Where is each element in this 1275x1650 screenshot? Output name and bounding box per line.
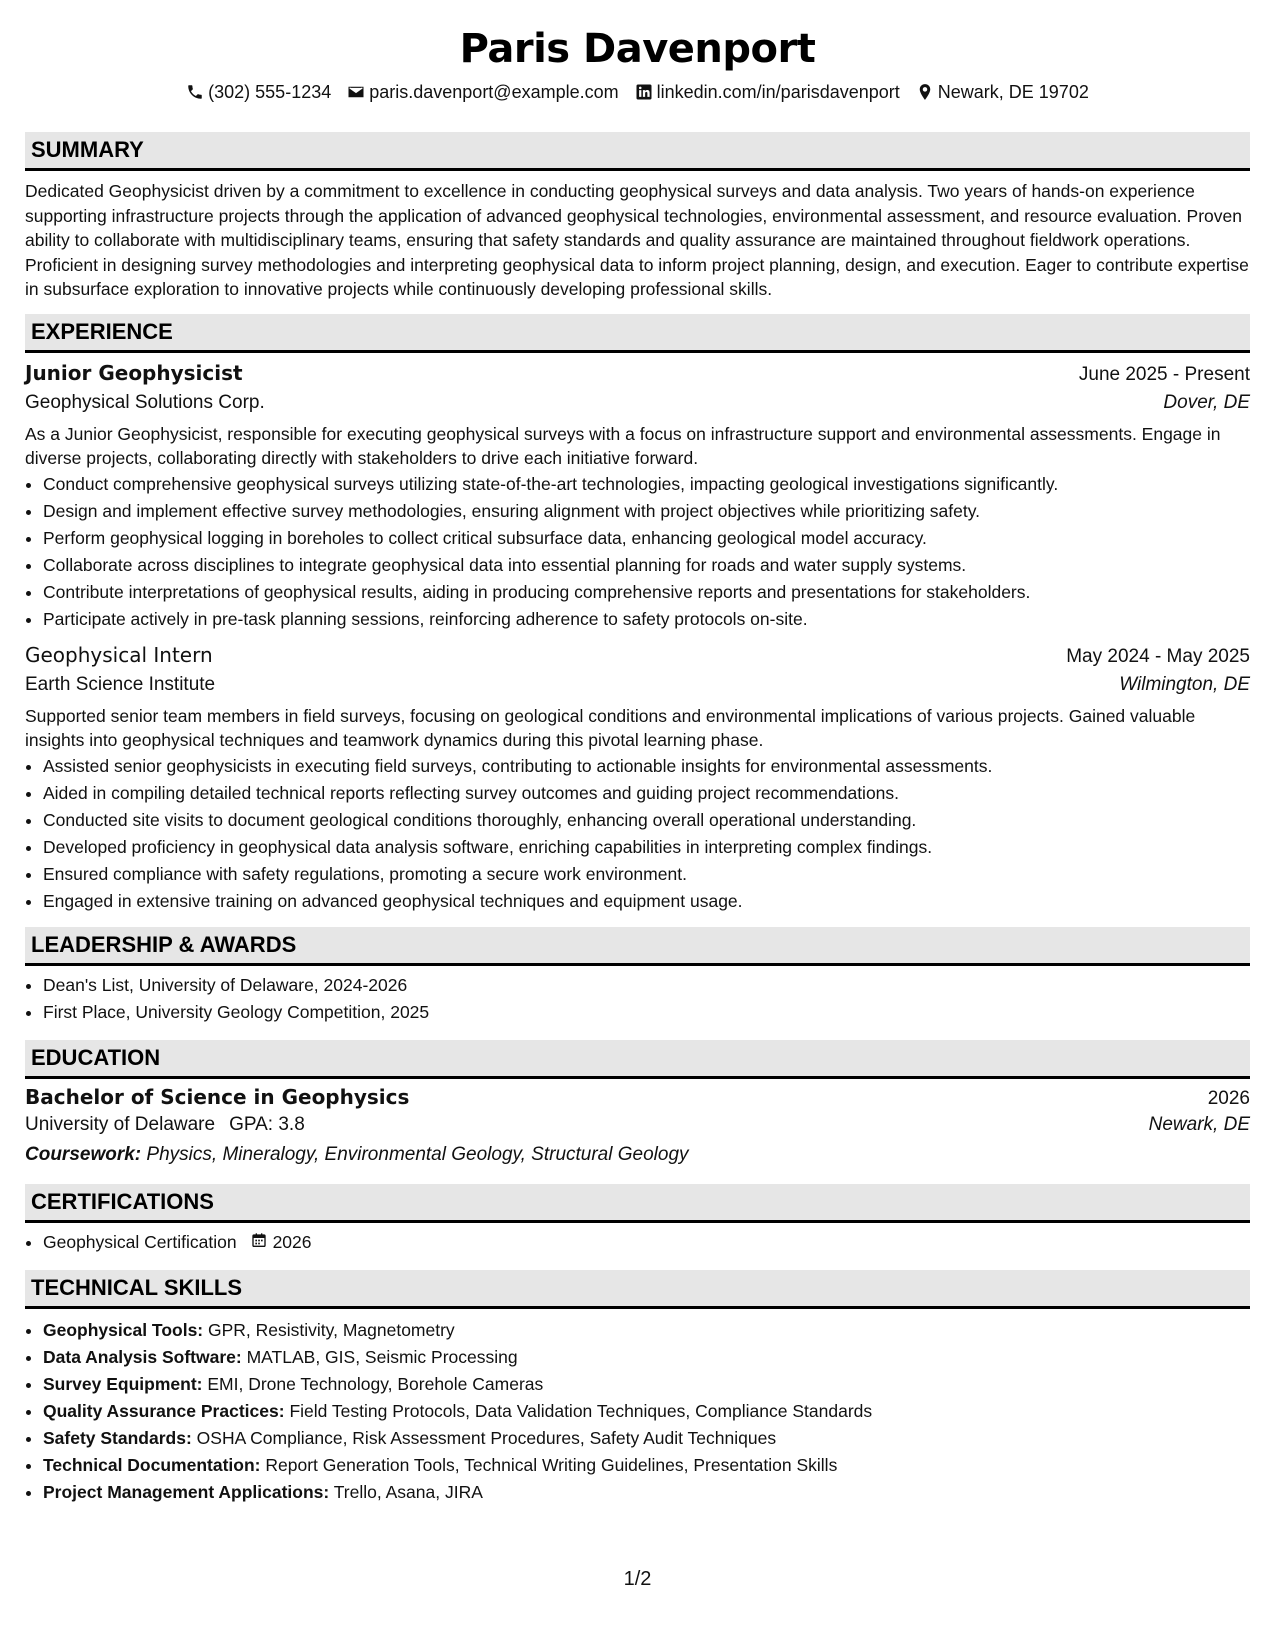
skill-label: Geophysical Tools: [43, 1319, 204, 1340]
list-item: • Dean's List, University of Delaware, 2024-2026 [43, 972, 1250, 999]
section-header-summary: SUMMARY [25, 132, 1250, 171]
job-dates: May 2024 - May 2025 [1066, 645, 1250, 667]
job-dates: June 2025 - Present [1078, 363, 1250, 385]
list-item: • Collaborate across disciplines to integrate geophysical data into essential planning for roads and water supply systems. [43, 552, 1250, 579]
job-description: Supported senior team members in field surveys, focusing on geological conditions and environmental implications of various projects. Gained valuable insights into geophysical techniques and teamwork dynamics during this pivotal learning phase. [25, 705, 1196, 750]
contact-phone [186, 82, 331, 103]
coursework-label: Coursework: [25, 1143, 142, 1165]
contact-email[interactable] [347, 82, 618, 103]
section-header-skills: TECHNICAL SKILLS [25, 1270, 1250, 1309]
resume-page [25, 0, 1250, 1506]
certification-name: • Geophysical Certification [43, 1231, 237, 1252]
list-item: • Contribute interpretations of geophysical results, aiding in producing comprehensive reports and presentations for stakeholders. [43, 579, 1250, 606]
list-item: • Engaged in extensive training on advanced geophysical techniques and equipment usage. [43, 888, 1250, 915]
skill-value: Trello, Asana, JIRA [333, 1481, 483, 1502]
contact-location [916, 82, 1089, 103]
phone-text: (302) 555-1234 [208, 81, 332, 102]
skill-value: GPR, Resistivity, Magnetometry [208, 1319, 455, 1340]
section-header-leadership: LEADERSHIP & AWARDS [25, 927, 1250, 966]
certifications-list [25, 1229, 1250, 1256]
section-header-education: EDUCATION [25, 1040, 1250, 1079]
job-location: Dover, DE [1163, 391, 1250, 413]
list-item: • First Place, University Geology Competition, 2025 [43, 999, 1250, 1026]
coursework [25, 1144, 1250, 1166]
list-item: • Aided in compiling detailed technical reports reflecting survey outcomes and guiding project recommendations. [43, 780, 1250, 807]
list-item: • Developed proficiency in geophysical data analysis software, enriching capabilities in interpreting complex findings. [43, 834, 1250, 861]
job-bullets [25, 753, 1250, 915]
graduation-year: 2026 [1207, 1087, 1250, 1109]
list-item [43, 1425, 1250, 1452]
section-header-experience: EXPERIENCE [25, 314, 1250, 353]
job-title: Junior Geophysicist [25, 360, 243, 385]
contact-bar [25, 78, 1250, 106]
job-bullets [25, 471, 1250, 633]
certification-year: 2026 [272, 1231, 312, 1252]
list-item: • Conduct comprehensive geophysical surveys utilizing state-of-the-art technologies, impacting geological investigations significantly. [43, 471, 1250, 498]
job-entry [25, 361, 1250, 633]
linkedin-text[interactable]: linkedin.com/in/parisdavenport [656, 81, 900, 102]
job-entry [25, 643, 1250, 915]
education-entry [25, 1085, 1250, 1166]
skill-value: MATLAB, GIS, Seismic Processing [246, 1346, 518, 1367]
skills-list [25, 1317, 1250, 1506]
linkedin-icon [635, 83, 653, 101]
list-item [43, 1398, 1250, 1425]
job-location: Wilmington, DE [1119, 673, 1250, 695]
skill-label: Survey Equipment: [43, 1373, 203, 1394]
list-item: • Conducted site visits to document geological conditions thoroughly, enhancing overall operational understanding. [43, 807, 1250, 834]
list-item: • Assisted senior geophysicists in executing field surveys, contributing to actionable insights for environmental assessments. [43, 753, 1250, 780]
coursework-list: Physics, Mineralogy, Environmental Geology, Structural Geology [146, 1143, 689, 1165]
location-text: Newark, DE 19702 [937, 81, 1089, 102]
contact-linkedin[interactable] [635, 82, 900, 103]
list-item [43, 1229, 1250, 1256]
skill-label: Data Analysis Software: [43, 1346, 242, 1367]
awards-list [25, 972, 1250, 1026]
job-company: Earth Science Institute [25, 673, 216, 695]
skill-value: EMI, Drone Technology, Borehole Cameras [207, 1373, 544, 1394]
map-pin-icon [916, 83, 934, 101]
skill-label: Project Management Applications: [43, 1481, 330, 1502]
list-item [43, 1317, 1250, 1344]
list-item [43, 1452, 1250, 1479]
list-item: • Participate actively in pre-task planning sessions, reinforcing adherence to safety protocols on-site. [43, 606, 1250, 633]
list-item: • Design and implement effective survey methodologies, ensuring alignment with project objectives while prioritizing safety. [43, 498, 1250, 525]
school-name: University of Delaware [25, 1113, 216, 1135]
gpa: GPA: 3.8 [229, 1113, 305, 1135]
envelope-icon [347, 83, 365, 101]
job-company: Geophysical Solutions Corp. [25, 391, 265, 413]
skill-label: Quality Assurance Practices: [43, 1400, 285, 1421]
candidate-name: Paris Davenport [459, 26, 816, 72]
list-item [43, 1479, 1250, 1506]
degree-title: Bachelor of Science in Geophysics [25, 1084, 410, 1109]
list-item: • Ensured compliance with safety regulations, promoting a secure work environment. [43, 861, 1250, 888]
list-item [43, 1344, 1250, 1371]
summary-text: Dedicated Geophysicist driven by a commitment to excellence in conducting geophysical surveys and data analysis. Two years of hands-on experience supporting infrastructure projects through the application of advanced geophysical technologies, environmental assessment, and resource evaluation. Proven ability to collaborate with multidisciplinary teams, ensuring that safety standards and quality assurance are maintained throughout fieldwork operations. Proficient in designing survey methodologies and interpreting geophysical data to inform project planning, design, and execution. Eager to contribute expertise in subsurface exploration to innovative projects while continuously developing professional skills. [25, 181, 1249, 299]
skill-value: Report Generation Tools, Technical Writing Guidelines, Presentation Skills [265, 1454, 838, 1475]
skill-value: Field Testing Protocols, Data Validation Techniques, Compliance Standards [289, 1400, 873, 1421]
job-description: As a Junior Geophysicist, responsible for executing geophysical surveys with a focus on infrastructure support and environmental assessments. Engage in diverse projects, collaborating directly with stakeholders to drive each initiative forward. [25, 423, 1221, 468]
skill-value: OSHA Compliance, Risk Assessment Procedures, Safety Audit Techniques [196, 1427, 777, 1448]
section-header-certifications: CERTIFICATIONS [25, 1184, 1250, 1223]
school-location: Newark, DE [1148, 1113, 1250, 1135]
job-title: Geophysical Intern [25, 642, 213, 667]
page-number: 1/2 [623, 1568, 652, 1590]
list-item [43, 1371, 1250, 1398]
email-text[interactable]: paris.davenport@example.com [369, 81, 619, 102]
skill-label: Technical Documentation: [43, 1454, 261, 1475]
skill-label: Safety Standards: [43, 1427, 192, 1448]
phone-icon [186, 83, 204, 101]
list-item: • Perform geophysical logging in boreholes to collect critical subsurface data, enhancing geological model accuracy. [43, 525, 1250, 552]
calendar-icon [243, 1229, 267, 1256]
